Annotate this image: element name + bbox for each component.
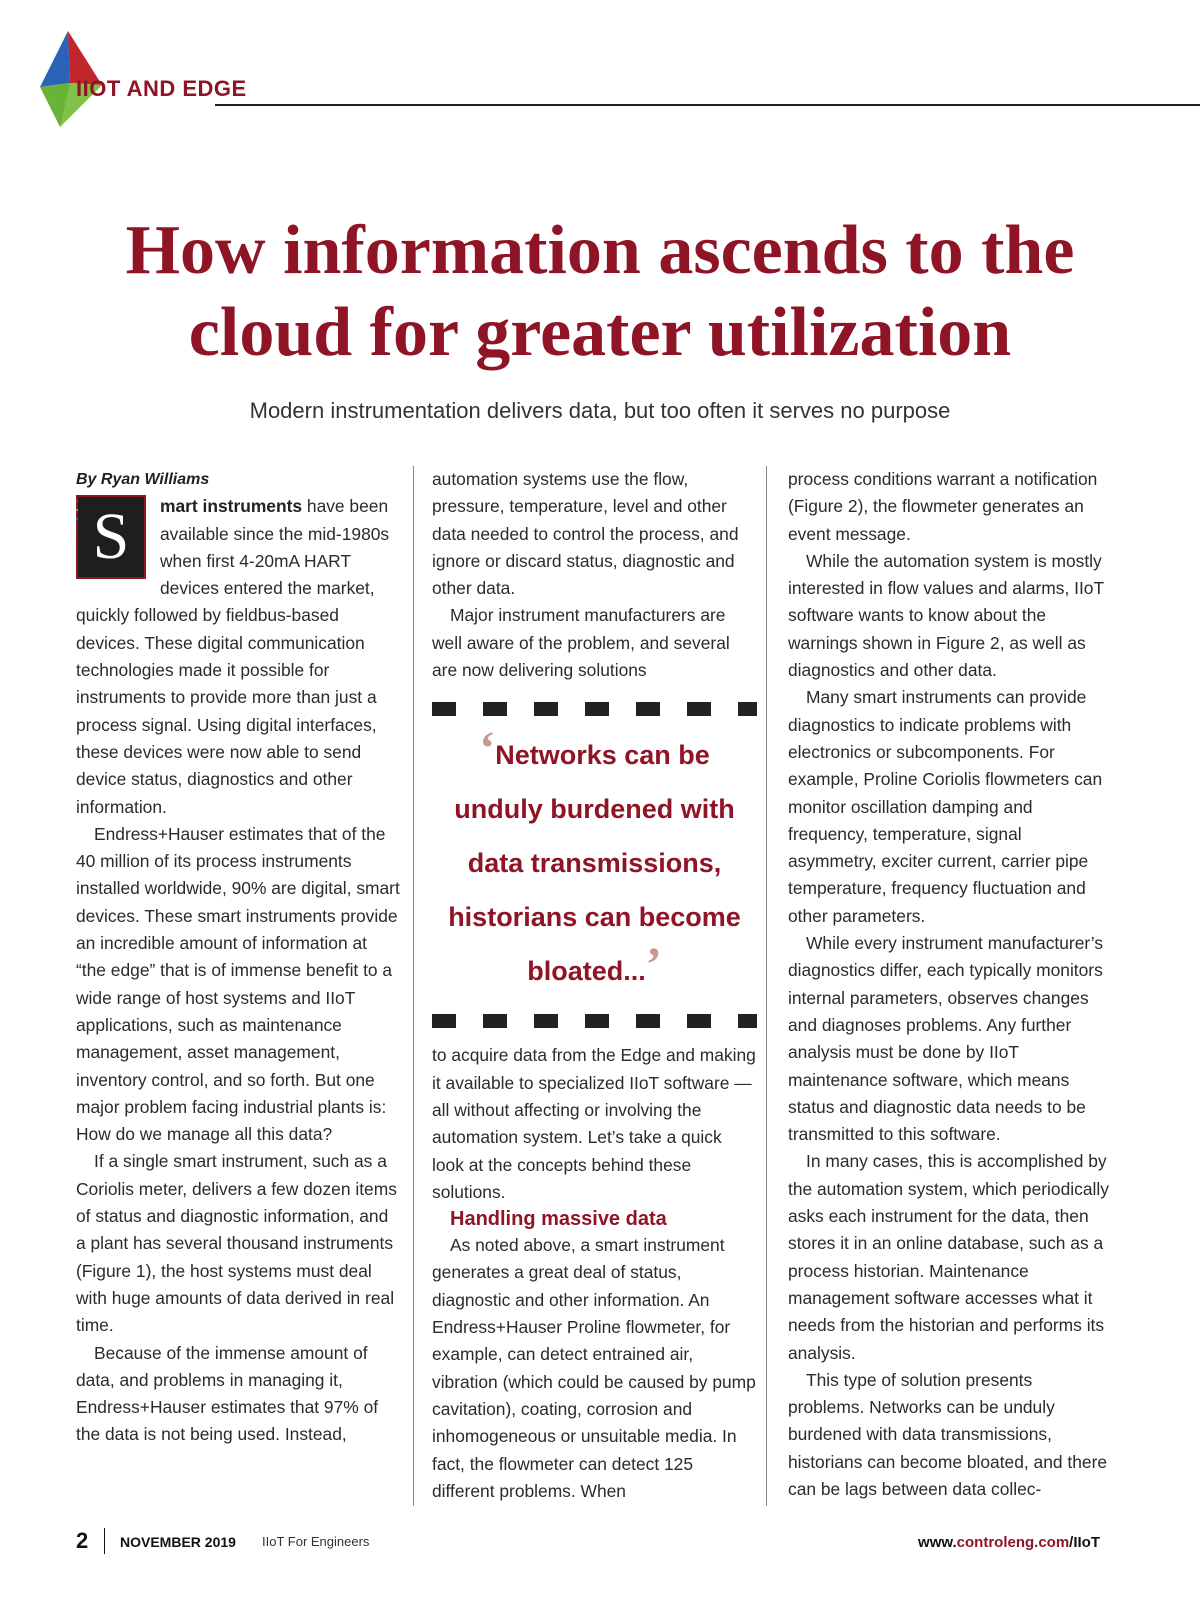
pull-quote-top-dashes xyxy=(432,702,757,716)
drop-cap: S xyxy=(76,495,146,579)
close-quote-icon: ’ xyxy=(645,938,662,992)
url-prefix: www. xyxy=(918,1534,957,1551)
paragraph: In many cases, this is accomplished by the automation system, which periodically asks each instrument for the data, then stores it in an online database, such as a process historian. Maintenance management software accesses what it needs from the historian and performs its analysis. xyxy=(788,1151,1109,1363)
paragraph-text: have been available since the mid-1980s when first 4-20mA HART devices entered the market, quickly followed by fieldbus-based devices. These digital communication technologies made it possible for instruments to provide more than just a process signal. Using digital interfaces, these devices were now able to send device status, diagnostics and other information. xyxy=(76,496,390,817)
header-rule xyxy=(215,104,1200,106)
footer-rule xyxy=(104,1528,105,1554)
paragraph: Because of the immense amount of data, and problems in managing it, Endress+Hauser estimates that 97% of the data is not being used. Instead, xyxy=(76,1342,379,1445)
subhead: Handling massive data xyxy=(450,1208,667,1231)
paragraph: Major instrument manufacturers are well aware of the problem, and several are now delivering solutions xyxy=(432,605,730,681)
page-number: 2 xyxy=(76,1528,89,1553)
magazine-name: IIoT For Engineers xyxy=(262,1534,370,1549)
paragraph: If a single smart instrument, such as a Coriolis meter, delivers a few dozen items of status and diagnostic information, and a plant has several thousand instruments (Figure 1), the host systems must deal with huge amounts of data derived in real time. xyxy=(76,1151,397,1336)
column-3 xyxy=(788,466,1113,1503)
byline: By Ryan Williams xyxy=(76,471,210,488)
paragraph: automation systems use the flow, pressure, temperature, level and other data needed to control the process, and ignore or discard status, diagnostic and other data. xyxy=(432,469,739,599)
open-quote-icon: ‘ xyxy=(479,722,496,776)
pull-quote xyxy=(432,702,757,1028)
column-divider-2 xyxy=(766,466,767,1506)
url-suffix: /IIoT xyxy=(1069,1534,1100,1551)
page-footer xyxy=(76,1528,1100,1558)
paragraph: While the automation system is mostly interested in flow values and alarms, IIoT software wants to know about the warnings shown in Figure 2, as well as diagnostics and other data. xyxy=(788,550,1104,681)
column-2 xyxy=(432,466,757,1505)
paragraph: process conditions warrant a notification (Figure 2), the flowmeter generates an event message. xyxy=(788,469,1098,544)
paragraph: This type of solution presents problems. Networks can be unduly burdened with data transmissions, historians can become bloated, and there can be lags between data collec- xyxy=(788,1369,1108,1499)
url-domain: controleng.com xyxy=(956,1534,1070,1551)
pull-quote-bottom-dashes xyxy=(432,1014,757,1028)
pull-quote-text: Networks can be unduly burdened with data transmissions, historians can become bloated... xyxy=(448,740,741,987)
column-1 xyxy=(76,466,401,1449)
paragraph: As noted above, a smart instrument generates a great deal of status, diagnostic and other information. An Endress+Hauser Proline flowmeter, for example, can detect entrained air, vibration (which could be caused by pump cavitation), coating, corrosion and inhomogeneous or unsuitable media. In fact, the flowmeter can detect 125 different problems. When xyxy=(432,1235,756,1501)
article-subtitle: Modern instrumentation delivers data, but too often it serves no purpose xyxy=(249,398,951,423)
paragraph: Many smart instruments can provide diagnostics to indicate problems with electronics or subcomponents. For example, Proline Coriolis flowmeters can monitor oscillation damping and frequency, temperature, signal asymmetry, exciter current, carrier pipe temperature, frequency fluctuation and other parameters. xyxy=(788,687,1103,926)
article-title: How information ascends to the cloud for greater utilization xyxy=(125,212,1075,371)
website-link[interactable] xyxy=(918,1534,1100,1551)
column-divider-1 xyxy=(413,466,414,1506)
lead-in: mart instruments xyxy=(160,496,303,517)
issue-date: NOVEMBER 2019 xyxy=(120,1534,236,1550)
section-label: IIOT AND EDGE xyxy=(76,76,247,101)
paragraph: to acquire data from the Edge and making it available to specialized IIoT software — all without affecting or involving the automation system. Let’s take a quick look at the concepts behind these solutions. xyxy=(432,1045,756,1202)
pull-quote-text-block xyxy=(432,722,757,998)
paragraph: Endress+Hauser estimates that of the 40 million of its process instruments installed worldwide, 90% are digital, smart devices. These smart instruments provide an incredible amount of information at “the edge” that is of immense benefit to a wide range of host systems and IIoT applications, such as maintenance management, asset management, inventory control, and so forth. But one major problem facing industrial plants is: How do we manage all this data? xyxy=(76,823,400,1145)
lead-paragraph xyxy=(76,493,401,821)
paragraph: While every instrument manufacturer’s diagnostics differ, each typically monitors internal parameters, observes changes and diagnoses problems. Any further analysis must be done by IIoT maintenance software, which means status and diagnostic data needs to be transmitted to this software. xyxy=(788,933,1104,1145)
dropcap-accent-lines-icon xyxy=(76,499,78,539)
